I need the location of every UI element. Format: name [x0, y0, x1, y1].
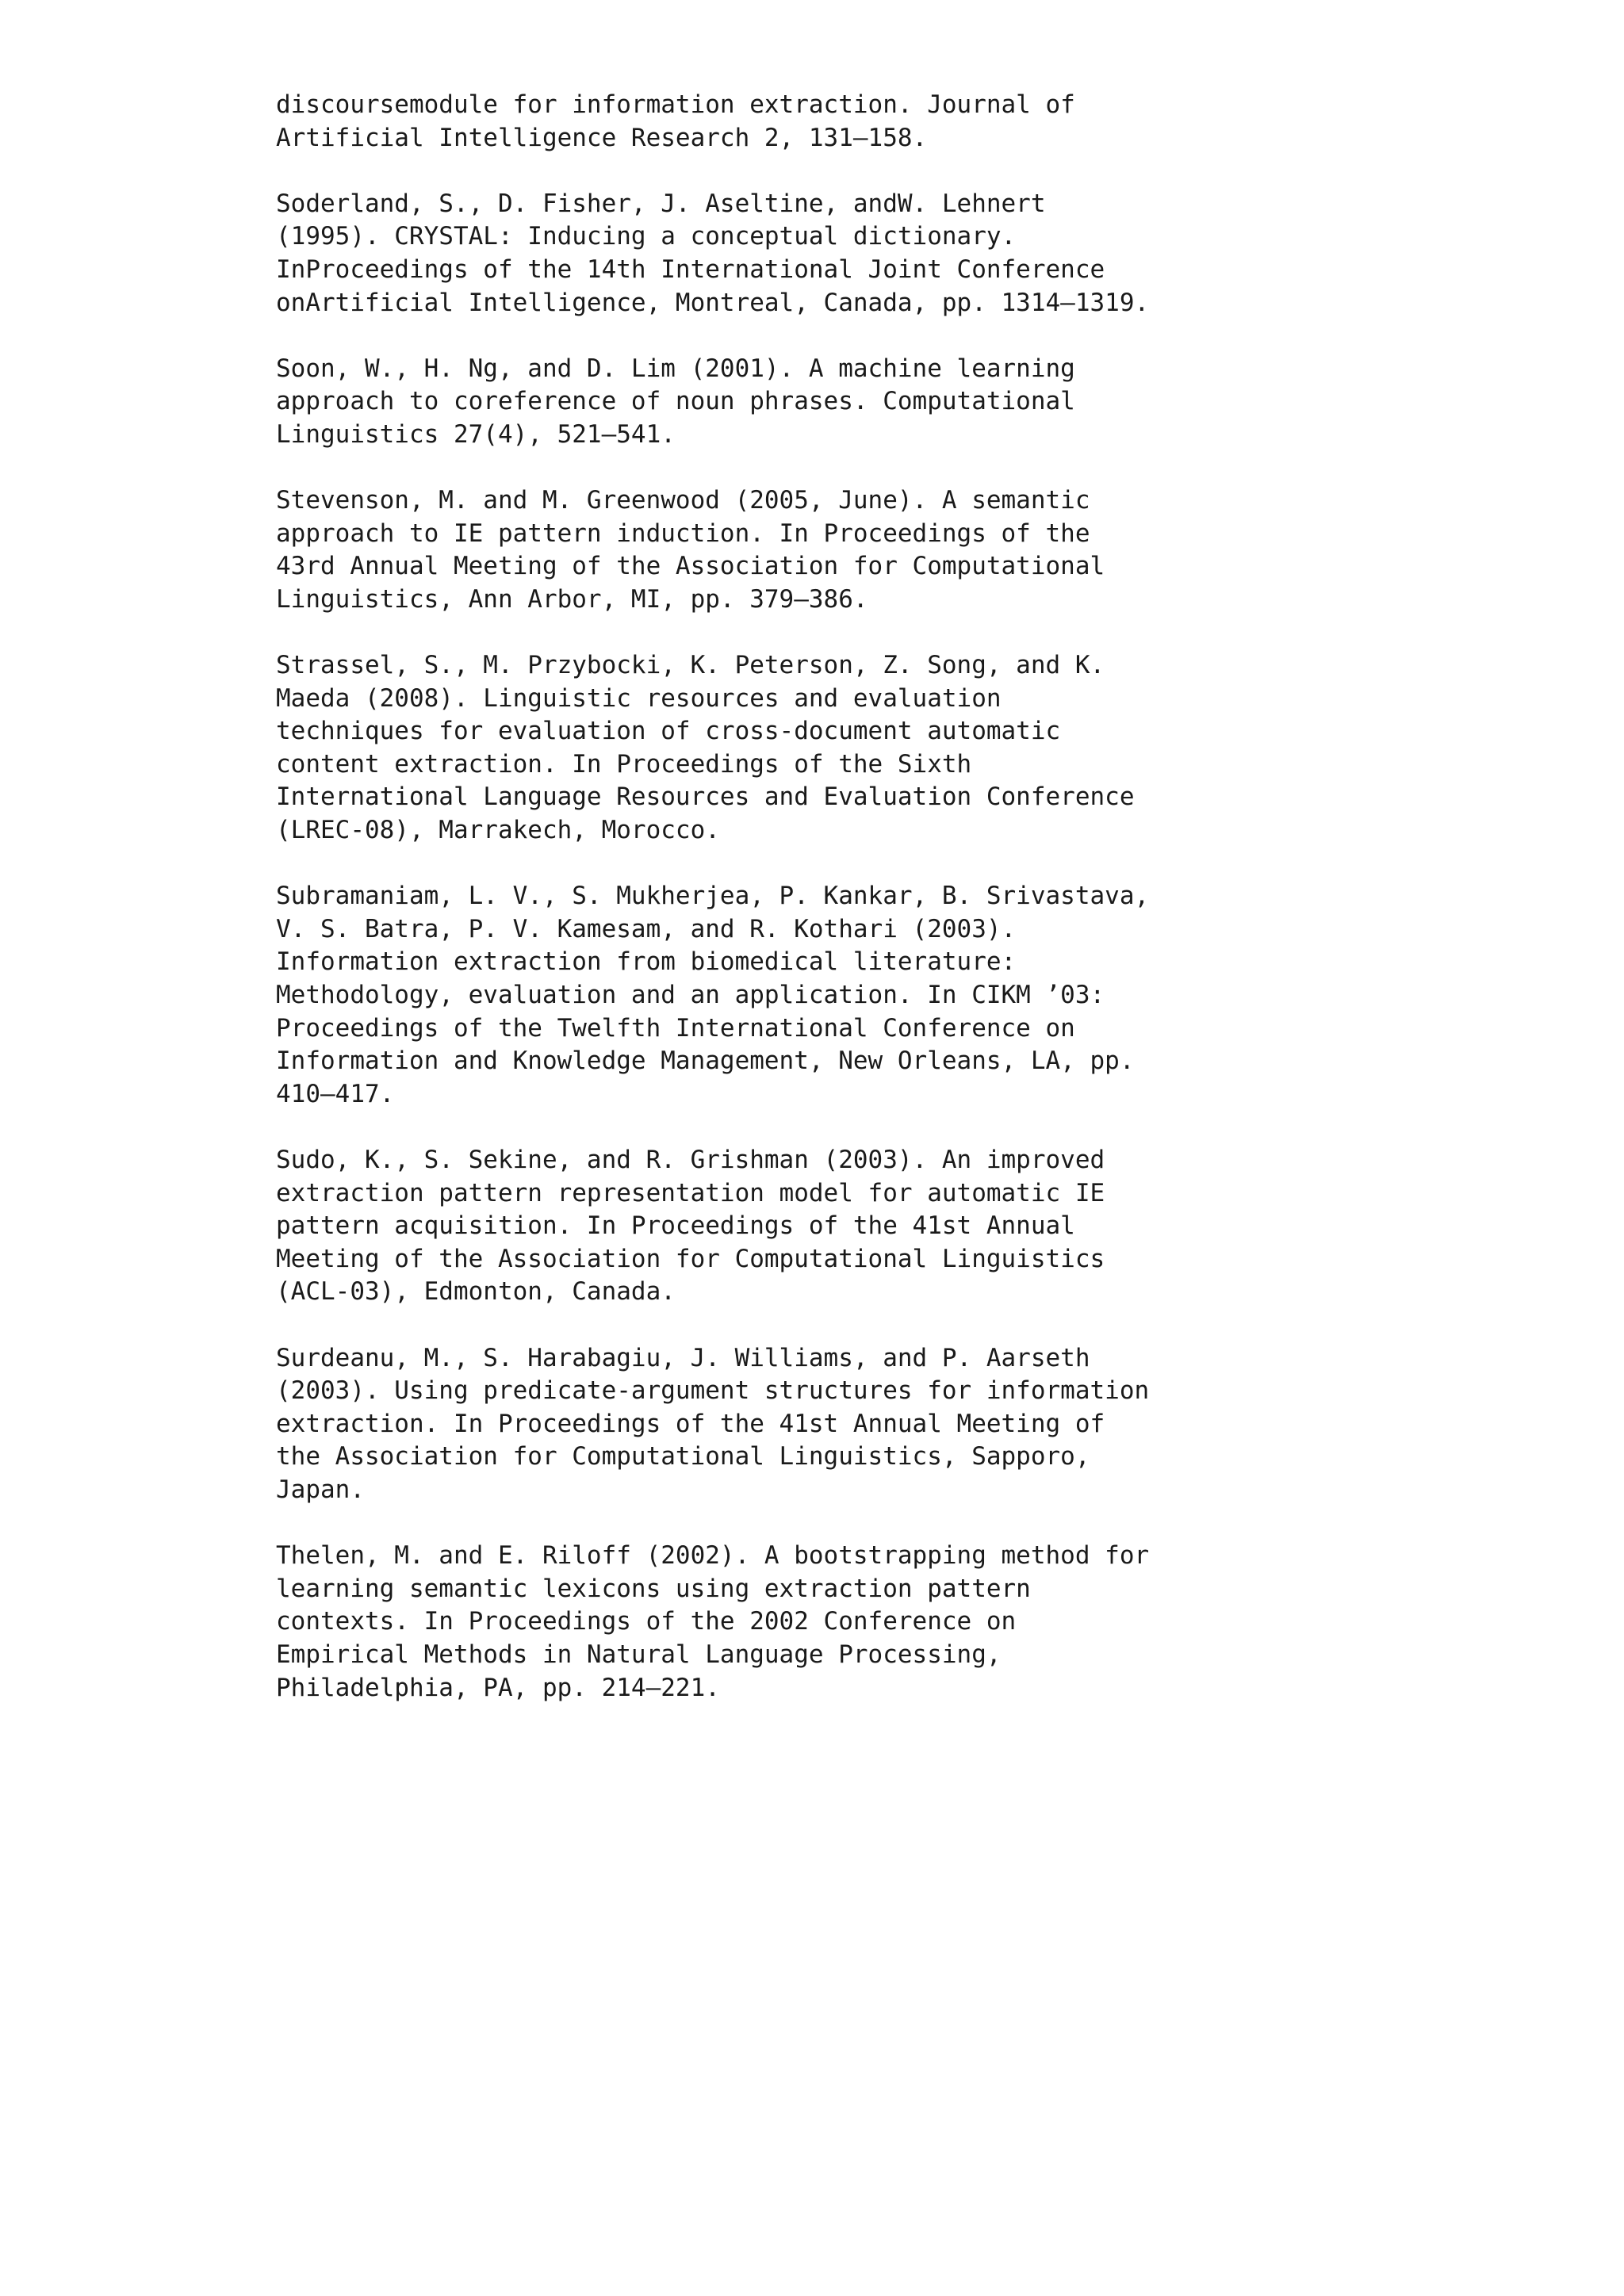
- reference-line: Soon, W., H. Ng, and D. Lim (2001). A machine learning: [276, 354, 1075, 383]
- reference-line: (2003). Using predicate-argument structures for information: [276, 1376, 1150, 1406]
- reference-line: Thelen, M. and E. Riloff (2002). A bootstrapping method for: [276, 1541, 1150, 1571]
- reference-line: Soderland, S., D. Fisher, J. Aseltine, andW. Lehnert: [276, 189, 1046, 218]
- reference-line: Empirical Methods in Natural Language Processing,: [276, 1640, 1002, 1669]
- reference-line: Stevenson, M. and M. Greenwood (2005, June). A semantic: [276, 486, 1090, 515]
- reference-line: InProceedings of the 14th International Joint Conference: [276, 254, 1105, 284]
- reference-entry: [276, 484, 1386, 616]
- reference-line: learning semantic lexicons using extraction pattern: [276, 1574, 1031, 1603]
- reference-line: Linguistics, Ann Arbor, MI, pp. 379–386.: [276, 584, 868, 614]
- reference-line: Information and Knowledge Management, New Orleans, LA, pp.: [276, 1047, 1135, 1076]
- reference-line: V. S. Batra, P. V. Kamesam, and R. Kothari (2003).: [276, 914, 1017, 943]
- reference-line: Proceedings of the Twelfth International Conference on: [276, 1013, 1075, 1043]
- reference-line: onArtificial Intelligence, Montreal, Canada, pp. 1314–1319.: [276, 288, 1150, 317]
- reference-line: Japan.: [276, 1475, 365, 1504]
- reference-entry: [276, 188, 1386, 320]
- reference-line: (LREC-08), Marrakech, Morocco.: [276, 816, 720, 845]
- reference-entry: [276, 89, 1386, 155]
- reference-line: the Association for Computational Linguistics, Sapporo,: [276, 1442, 1090, 1471]
- reference-line: extraction pattern representation model for automatic IE: [276, 1178, 1105, 1207]
- reference-line: Information extraction from biomedical literature:: [276, 947, 1017, 977]
- reference-line: discoursemodule for information extraction. Journal of: [276, 90, 1075, 119]
- reference-line: contexts. In Proceedings of the 2002 Conference on: [276, 1607, 1017, 1636]
- reference-line: Artificial Intelligence Research 2, 131–158.: [276, 123, 928, 152]
- reference-line: Methodology, evaluation and an application. In CIKM ’03:: [276, 981, 1105, 1010]
- reference-entry: [276, 353, 1386, 452]
- reference-line: International Language Resources and Evaluation Conference: [276, 783, 1135, 812]
- reference-line: approach to coreference of noun phrases. Computational: [276, 387, 1075, 416]
- reference-line: 410–417.: [276, 1079, 395, 1108]
- reference-list: [276, 89, 1386, 1738]
- reference-line: (1995). CRYSTAL: Inducing a conceptual dictionary.: [276, 222, 1017, 251]
- reference-entry: [276, 649, 1386, 848]
- reference-entry: [276, 1144, 1386, 1309]
- reference-line: Maeda (2008). Linguistic resources and evaluation: [276, 683, 1002, 713]
- reference-line: Linguistics 27(4), 521–541.: [276, 419, 676, 449]
- reference-entry: [276, 880, 1386, 1111]
- reference-line: content extraction. In Proceedings of the Sixth: [276, 749, 972, 779]
- reference-line: Surdeanu, M., S. Harabagiu, J. Williams, and P. Aarseth: [276, 1343, 1090, 1372]
- reference-line: Philadelphia, PA, pp. 214–221.: [276, 1673, 720, 1702]
- reference-line: extraction. In Proceedings of the 41st Annual Meeting of: [276, 1409, 1105, 1438]
- reference-line: Subramaniam, L. V., S. Mukherjea, P. Kankar, B. Srivastava,: [276, 882, 1150, 911]
- reference-line: (ACL-03), Edmonton, Canada.: [276, 1277, 676, 1307]
- reference-line: approach to IE pattern induction. In Proceedings of the: [276, 519, 1090, 548]
- reference-entry: [276, 1342, 1386, 1507]
- reference-line: Meeting of the Association for Computational Linguistics: [276, 1244, 1105, 1273]
- reference-line: pattern acquisition. In Proceedings of the 41st Annual: [276, 1211, 1075, 1241]
- reference-line: Sudo, K., S. Sekine, and R. Grishman (2003). An improved: [276, 1146, 1105, 1174]
- reference-line: Strassel, S., M. Przybocki, K. Peterson, Z. Song, and K.: [276, 651, 1105, 680]
- reference-entry: [276, 1540, 1386, 1705]
- reference-line: techniques for evaluation of cross-document automatic: [276, 717, 1061, 746]
- reference-line: 43rd Annual Meeting of the Association for Computational: [276, 552, 1105, 581]
